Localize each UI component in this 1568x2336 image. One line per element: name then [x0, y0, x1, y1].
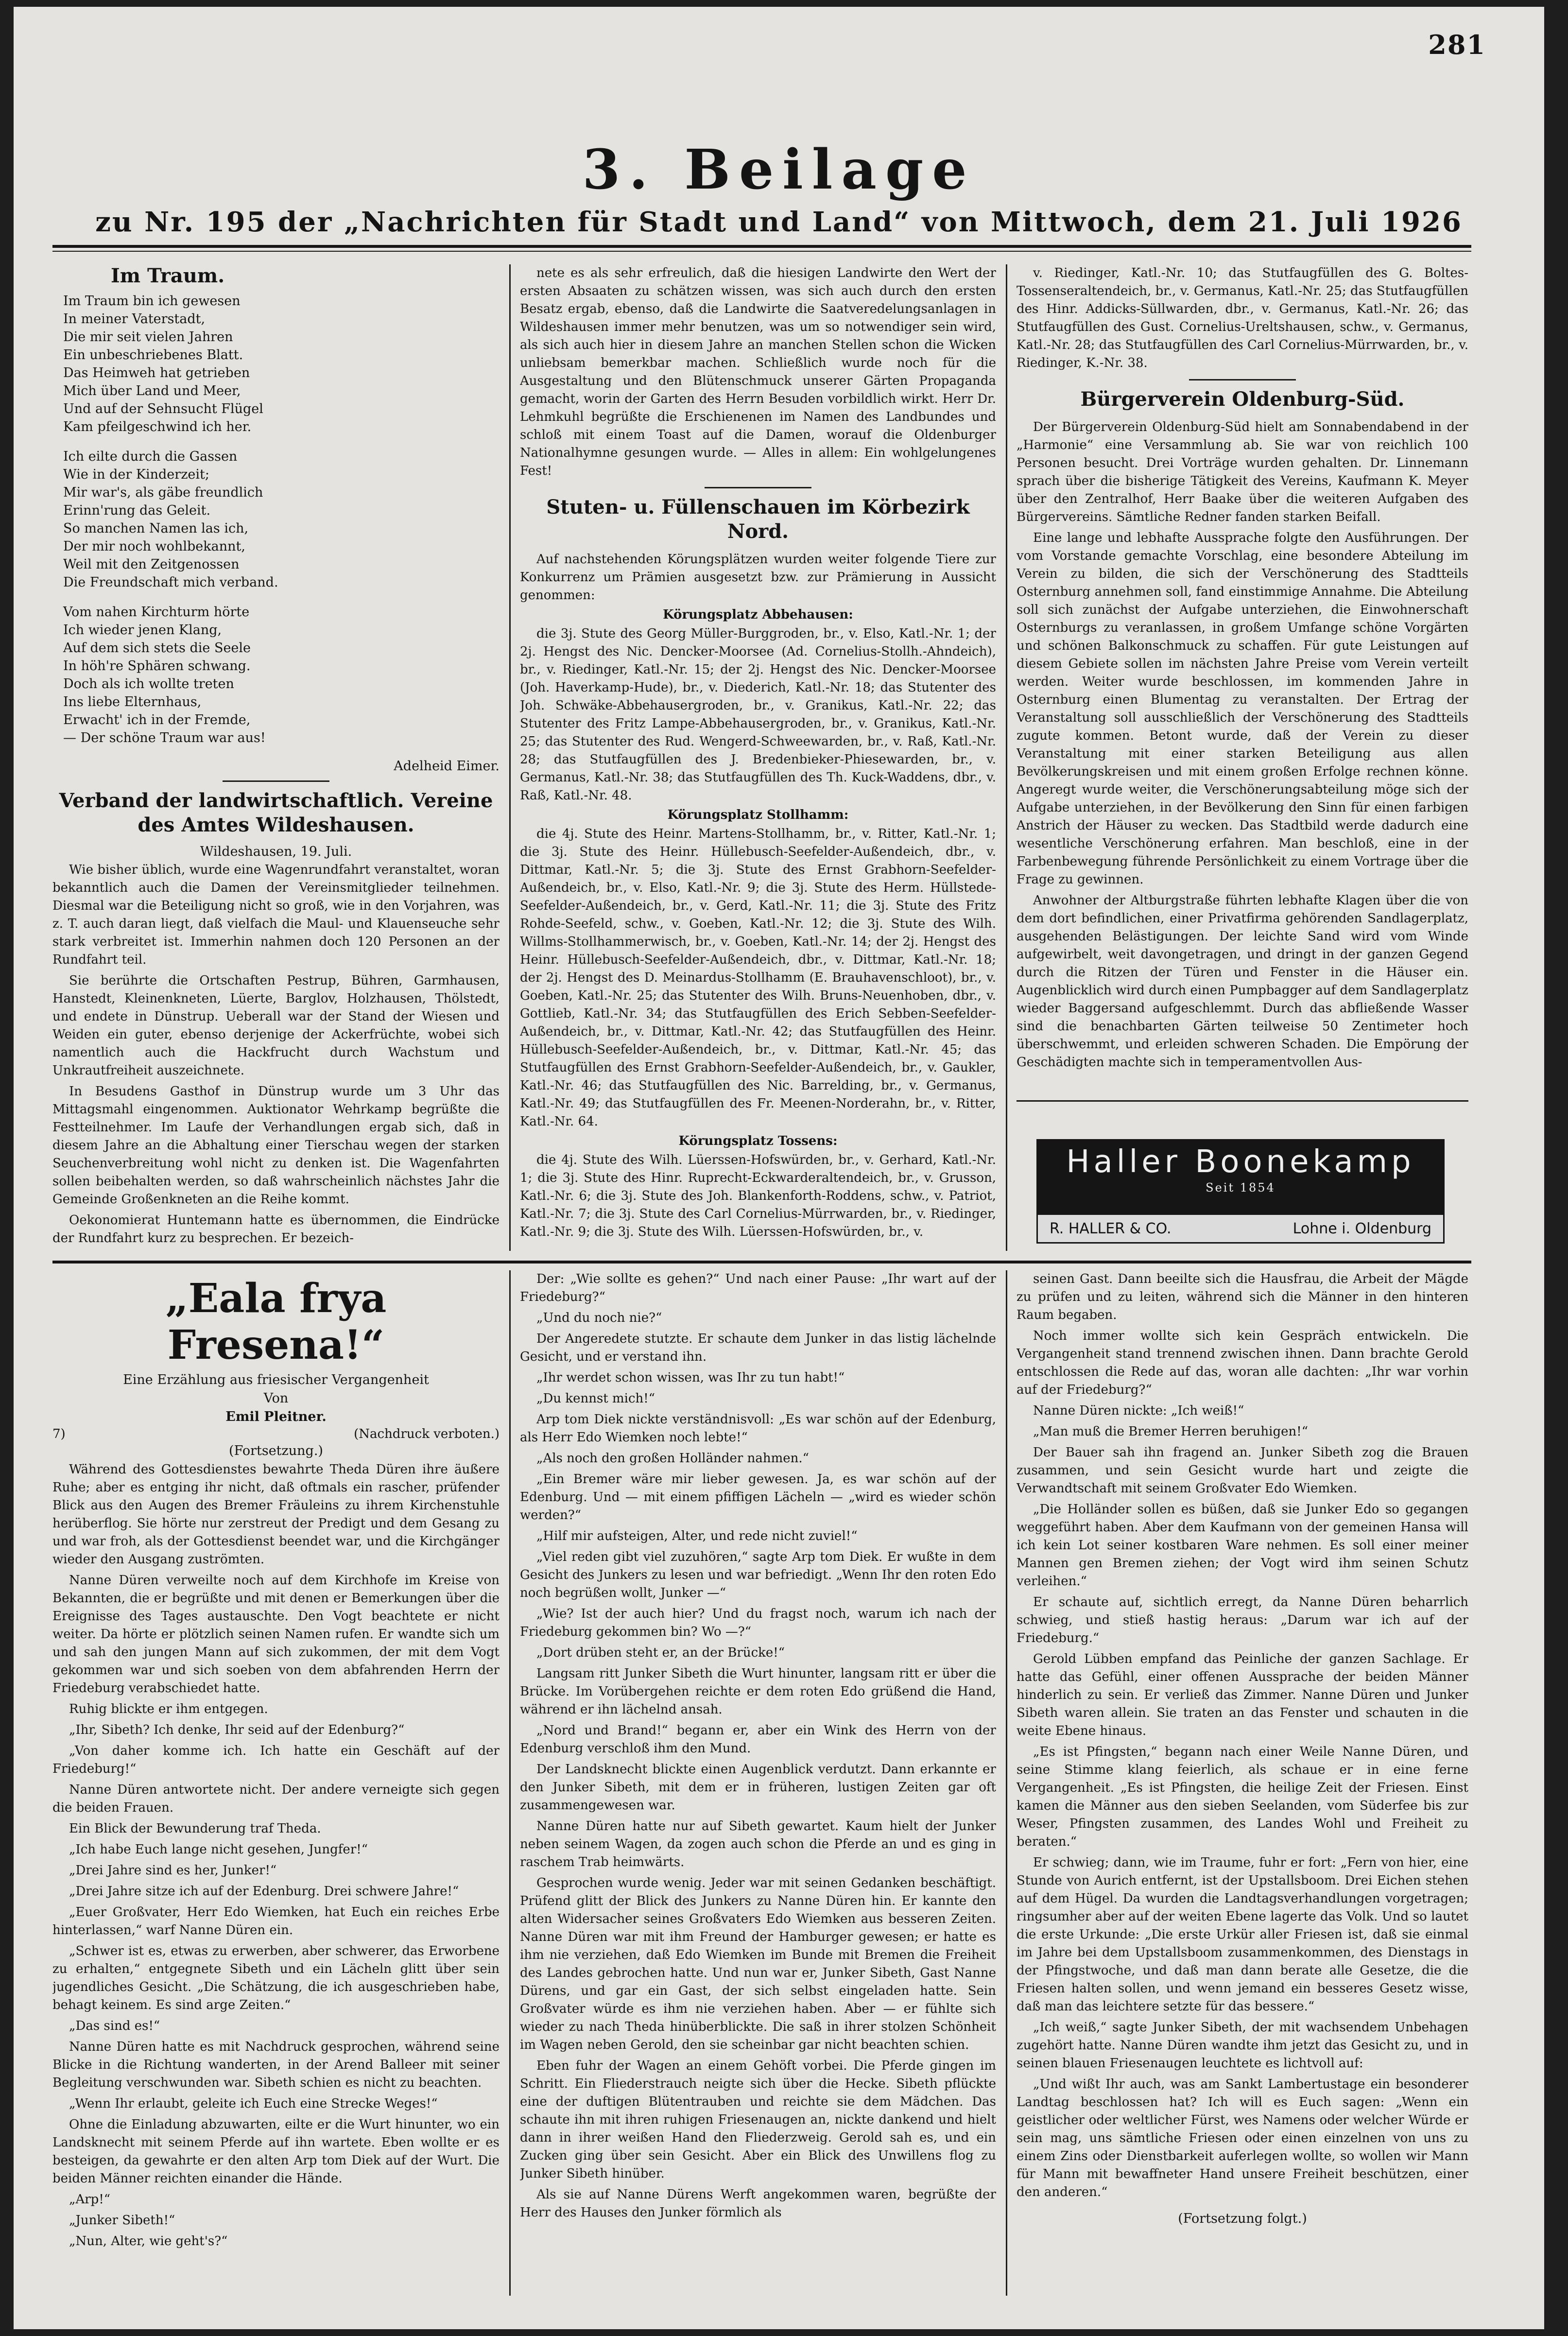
story-paragraph: Nanne Düren hatte nur auf Sibeth gewartet. Kaum hielt der Junker neben seinem Wagen, da zogen auch schon die Pferde an und es ging in raschem Trab heimwärts. — [520, 1819, 996, 1869]
story-paragraph: „Und wißt Ihr auch, was am Sankt Lambertustage ein besonderer Landtag beschlossen hat? Ich will es Euch sagen: „Wenn ein geistlicher oder weltlicher Fürst, wes Namens oder welcher Würde er sein mag, uns sämtliche Friesen oder einen einzelnen von uns zu einem Zins oder Dienstbarkeit auferlegen wollte, so wollen wir Mann für Mann mit bewaffneter Hand unsere Freiheit beschützen, einer den anderen.“ — [1017, 2077, 1468, 2199]
poem-stanza — [63, 603, 500, 747]
buergerverein-paragraph: Anwohner der Altburgstraße führten lebhafte Klagen über die von dem dort befindlichen, einer Privatfirma gehörenden Sandlagerplatz, ausgehenden Belästigungen. Der leichte Sand wird vom Winde aufgewirbelt, weit davongetragen, und dringt in der ganzen Gegend durch die Ritzen der Türen und Fenster in die Häuser ein. Augenblicklich wird durch einen Pumpbagger auf dem Sandlagerplatz wieder Baggersand aufgeschlemmt. Durch das abfließende Wasser sind die benachbarten Gärten teilweise 50 Zentimeter hoch überschwemmt, und erleiden schweren Schaden. Die Empörung der Geschädigten machte sich in temperamentvollen Aus- — [1017, 893, 1468, 1070]
story-paragraph: „Von daher komme ich. Ich hatte ein Geschäft auf der Friedeburg!“ — [52, 1744, 500, 1776]
story-paragraph: Ruhig blickte er ihm entgegen. — [69, 1702, 268, 1716]
column-divider — [509, 1270, 511, 2296]
poem-line: Kam pfeilgeschwind ich her. — [63, 419, 252, 434]
story-paragraph: „Arp!“ — [69, 2192, 111, 2207]
column-divider — [1006, 264, 1007, 1251]
story-paragraph: Langsam ritt Junker Sibeth die Wurt hinunter, langsam ritt er über die Brücke. Im Vorübergehen reichte er dem roten Edo grüßend die Hand, während er ihn lächelnd ansah. — [520, 1666, 996, 1717]
supplement-subtitle: zu Nr. 195 der „Nachrichten für Stadt und Land“ von Mittwoch, dem 21. Juli 1926 — [95, 206, 1463, 238]
advert-since: Seit 1854 — [1206, 1181, 1275, 1194]
story-paragraph: Als sie auf Nanne Dürens Werft angekommen waren, begrüßte der Herr des Hauses den Junker förmlich als — [520, 2187, 996, 2220]
poem-line: Erinn'rung das Geleit. — [63, 503, 211, 518]
poem-line: Vom nahen Kirchturm hörte — [63, 605, 250, 620]
story-paragraph: Nanne Düren antwortete nicht. Der andere verneigte sich gegen die beiden Frauen. — [52, 1782, 500, 1815]
story-paragraph: Ein Blick der Bewunderung traf Theda. — [69, 1821, 321, 1836]
column-2-top — [520, 264, 996, 1251]
poem-line: Im Traum bin ich gewesen — [63, 294, 241, 309]
story-subtitle: Eine Erzählung aus friesischer Vergangenheit — [123, 1372, 429, 1387]
story-by: Von — [263, 1391, 289, 1406]
story-paragraph: „Nord und Brand!“ begann er, aber ein Wink des Herrn von der Edenburg verschloß ihm den Mund. — [520, 1723, 996, 1756]
verband-paragraph: Sie berührte die Ortschaften Pestrup, Bühren, Garmhausen, Hanstedt, Kleinenkneten, Lüerte, Barglov, Holzhausen, Thölstedt, und endete in Dünstrup. Ueberall war der Stand der Wiesen und Weiden ein guter, ebenso derjenige der Ackerfrüchte, wobei sich namentlich auch die Hackfrucht durch Wachstum und Unkrautfreiheit auszeichnete. — [52, 973, 500, 1078]
poem-line: So manchen Namen las ich, — [63, 521, 249, 536]
story-paragraph: „Wie? Ist der auch hier? Und du fragst noch, warum ich nach der Friedeburg gekommen bin? Wo —?“ — [520, 1607, 996, 1639]
stuten-section-heading: Körungsplatz Abbehausen: — [663, 607, 853, 622]
story-continued-note: (Fortsetzung folgt.) — [1178, 2211, 1307, 2226]
story-paragraph: „Und du noch nie?“ — [536, 1311, 662, 1325]
verband-article-title: Verband der landwirtschaftlich. Vereine des Amtes Wildeshausen. — [59, 789, 493, 836]
poem-line: Ich wieder jenen Klang, — [63, 623, 222, 638]
stuten-section-text: die 4j. Stute des Wilh. Lüerssen-Hofswürden, br., v. Gerhard, Katl.-Nr. 1; die 3j. Stute des Hinr. Ruprecht-Eckwarderaltendeich, br., v. Grusson, Katl.-Nr. 6; die 3j. Stute des Joh. Blankenforth-Roddens, schw., v. Patriot, Katl.-Nr. 7; die 3j. Stute des Carl Cornelius-Mürrwarden, br., v. Riedinger, Katl.-Nr. 9; die 3j. Stute des Wilh. Lüerssen-Hofswürden, br., v. — [520, 1153, 996, 1239]
story-paragraph: „Schwer ist es, etwas zu erwerben, aber schwerer, das Erworbene zu erhalten,“ entgegnete Sibeth und ein Lächeln glitt über sein jugendliches Gesicht. „Die Schätzung, die ich ausgeschrieben habe, behagt keinem. Es sind arge Zeiten.“ — [52, 1944, 500, 2012]
story-paragraph: Gesprochen wurde wenig. Jeder war mit seinen Gedanken beschäftigt. Prüfend glitt der Blick des Junkers zu Nanne Düren hin. Er kannte den alten Widersacher seines Großvaters Edo Wiemken aus besseren Zeiten. Nanne Düren war mit ihm Freund der Hamburger gewesen; er hatte es ihm nie verziehen, daß Edo Wiemken im Bunde mit Bremen die Freiheit des Landes gebrochen hatte. Und nun war er, Junker Sibeth, Gast Nanne Dürens, und gar ein Gast, der sich selbst eingeladen hatte. Sein Großvater würde es ihm nie verziehen haben. Aber — er fühlte sich wieder zu nach Theda hinüberblickte. Die saß in ihrer stolzen Schönheit im Wagen neben Gerold, den sie scheinbar gar nicht beachten schien. — [520, 1876, 996, 2052]
haller-boonekamp-advert — [1036, 1139, 1445, 1244]
story-paragraph: Nanne Düren nickte: „Ich weiß!“ — [1033, 1403, 1244, 1418]
story-paragraph: Nanne Düren hatte es mit Nachdruck gesprochen, während seine Blicke in die Richtung wanderten, in der Arend Balleer mit seiner Begleitung verschwunden war. Sibeth schien es nicht zu beachten. — [52, 2040, 500, 2090]
poem-line: Der mir noch wohlbekannt, — [63, 539, 245, 554]
poem-line: In meiner Vaterstadt, — [63, 311, 206, 327]
story-author: Emil Pleitner. — [225, 1409, 327, 1424]
poem-line: In höh're Sphären schwang. — [63, 658, 251, 674]
story-paragraph: Nanne Düren verweilte noch auf dem Kirchhofe im Kreise von Bekannten, die er begrüßte und mit denen er Bemerkungen über die Ereignisse des Tages austauschte. Den Vogt beachtete er nicht weiter. Da hörte er plötzlich seinen Namen rufen. Er wandte sich um und sah den jungen Mann auf sich zukommen, der mit dem Vogt gekommen war und sich soeben von dem abfahrenden Herrn der Friedeburg verabschiedet hatte. — [52, 1573, 500, 1696]
story-paragraph: Der Landsknecht blickte einen Augenblick verdutzt. Dann erkannte er den Junker Sibeth, mit dem er in früheren, lustigen Zeiten gar oft zusammengewesen war. — [520, 1762, 996, 1813]
poem-line: Die mir seit vielen Jahren — [63, 329, 233, 345]
header-rule-thin — [52, 251, 1471, 252]
story-paragraph: „Ihr, Sibeth? Ich denke, Ihr seid auf der Edenburg?“ — [69, 1723, 405, 1737]
poem-line: Ein unbeschriebenes Blatt. — [63, 347, 243, 363]
poem-line: Weil mit den Zeitgenossen — [63, 557, 240, 572]
story-continued: (Fortsetzung.) — [229, 1443, 323, 1458]
story-paragraph: seinen Gast. Dann beeilte sich die Hausfrau, die Arbeit der Mägde zu prüfen und zu leiten, während sich die Männer in den hinteren Raum begaben. — [1017, 1272, 1468, 1322]
poem-line: Auf dem sich stets die Seele — [63, 640, 251, 656]
stuten-section-heading: Körungsplatz Stollhamm: — [667, 808, 849, 822]
story-paragraph: „Ein Bremer wäre mir lieber gewesen. Ja, es war schön auf der Edenburg. Und — mit einem pfiffigen Lächeln — „wird es wieder schön werden?“ — [520, 1472, 996, 1523]
story-notice-row — [52, 1427, 500, 1441]
column-3-top — [1017, 264, 1468, 1086]
section-divider — [705, 487, 811, 488]
advert-firm: R. HALLER & CO. — [1050, 1220, 1172, 1237]
stuten-article-title: Stuten- u. Füllenschauen im Körbezirk Nord. — [546, 496, 970, 543]
page-number: 281 — [1428, 29, 1486, 60]
story-paragraph: Arp tom Diek nickte verständnisvoll: „Es war schön auf der Edenburg, als Herr Edo Wiemken noch lebte!“ — [520, 1412, 996, 1445]
poem-line: Mich über Land und Meer, — [63, 383, 241, 398]
column-1-top — [52, 264, 500, 1251]
story-paragraph: „Als noch den großen Holländer nahmen.“ — [536, 1451, 809, 1466]
verband-paragraph: Wie bisher üblich, wurde eine Wagenrundfahrt veranstaltet, woran bekanntlich auch die Damen der Vereinsmitglieder teilnehmen. Diesmal war die Beteiligung nicht so groß, wie in den Vorjahren, was z. T. auch daran liegt, daß vielfach die Maul- und Klauenseuche sehr stark verbreitet ist. Immerhin nahmen doch 120 Personen an der Rundfahrt teil. — [52, 863, 500, 967]
advert-location: Lohne i. Oldenburg — [1292, 1220, 1431, 1237]
poem-line: Das Heimweh hat getrieben — [63, 365, 250, 381]
story-paragraph: Er schwieg; dann, wie im Traume, fuhr er fort: „Fern von hier, eine Stunde von Aurich entfernt, ist der Upstallsboom. Drei Eichen stehen auf dem Hügel. Da wurden die Landtagsverhandlungen vorgetragen; ringsumher aber auf der weiten Ebene lagerte das Volk. Und so lautet die erste Urkunde: „Die erste Urkür aller Friesen ist, daß sie einmal im Jahre bei dem Upstallsboom zusammenkommen, des Dienstags in der Pfingstwoche, und daß man dann berate alle Gesetze, die die Friesen halten sollen, und wenn jemand ein besseres Gesetz wisse, daß man das leichtere setzte für das bessere.“ — [1017, 1855, 1468, 2014]
supplement-title: 3. Beilage — [582, 138, 976, 202]
buergerverein-paragraph: Der Bürgerverein Oldenburg-Süd hielt am Sonnabendabend in der „Harmonie“ eine Versammlung ab. Sie war von reichlich 100 Personen besucht. Drei Vorträge wurden gehalten. Dr. Linnemann sprach über die bisherige Tätigkeit des Vereins, Kaufmann K. Meyer über den Zentralhof, Herr Baake über die weiteren Aufgaben des Bürgervereins. Sämtliche Redner fanden starken Beifall. — [1017, 420, 1468, 524]
column-divider — [509, 264, 511, 1251]
poem-stanza — [63, 448, 500, 591]
section-divider — [1189, 379, 1296, 381]
story-paragraph: „Die Holländer sollen es büßen, daß sie Junker Edo so gegangen weggeführt haben. Aber dem Kaufmann von der gemeinen Hansa will ich kein Lot seiner kostbaren Ware nehmen. Es soll einer meiner Mannen gen Bremen ziehen; der Vogt wird ihm seinen Schutz verleihen.“ — [1017, 1502, 1468, 1589]
story-paragraph: „Das sind es!“ — [69, 2019, 160, 2033]
story-paragraph: „Hilf mir aufsteigen, Alter, und rede nicht zuviel!“ — [536, 1529, 858, 1543]
advert-firm-bar — [1036, 1213, 1445, 1244]
story-paragraph: Noch immer wollte sich kein Gespräch entwickeln. Die Vergangenheit stand trennend zwischen ihnen. Dann brachte Gerold entschlossen die Rede auf das, woran alle dachten: „Ihr war vorhin auf der Friedeburg?“ — [1017, 1329, 1468, 1397]
story-notice: (Nachdruck verboten.) — [354, 1427, 500, 1441]
advert-top-rule — [1017, 1100, 1468, 1102]
stuten-section-text: die 4j. Stute des Heinr. Martens-Stollhamm, br., v. Ritter, Katl.-Nr. 1; die 3j. Stute des Heinr. Hüllebusch-Seefelder-Außendeich, dbr., v. Dittmar, Katl.-Nr. 5; die 3j. Stute des Ernst Grabhorn-Seefelder-Außendeich, br., v. Elso, Katl.-Nr. 9; die 3j. Stute des Herm. Hüllstede-Seefelder-Außendeich, br., v. Gerd, Katl.-Nr. 11; die 3j. Stute des Fritz Rohde-Seefeld, schw., v. Goeben, Katl.-Nr. 12; die 3j. Stute des Wilh. Willms-Stollhammerwisch, br., v. Goeben, Katl.-Nr. 14; der 2j. Hengst des Heinr. Hüllebusch-Seefelder-Außendeich, dbr., v. Dittmar, Katl.-Nr. 18; der 2j. Hengst des D. Meinardus-Stollhamm (E. Brauhavenschloot), br., v. Goeben, Katl.-Nr. 25; das Stutenter des Wilh. Bruns-Neuenhoben, dbr., v. Gottlieb, Katl.-Nr. 34; das Stutfaugfüllen des Erich Sebben-Seefelder-Außendeich, br., v. Dittmar, Katl.-Nr. 42; das Stutfaugfüllen des Heinr. Hüllebusch-Seefelder-Außendeich, br., v. Dittmar, Katl.-Nr. 45; das Stutfaugfüllen des Ernst Grabhorn-Seefelder-Außendeich, br., v. Gaukler, Katl.-Nr. 46; das Stutfaugfüllen des Nic. Barrelding, br., v. Germanus, Katl.-Nr. 49; das Stutfaugfüllen des Fr. Meenen-Norderahn, br., v. Ritter, Katl.-Nr. 64. — [520, 827, 996, 1129]
stuten-intro: Auf nachstehenden Körungsplätzen wurden weiter folgende Tiere zur Konkurrenz um Prämien ausgesetzt bzw. zur Prämierung in Aussicht genommen: — [520, 552, 996, 603]
poem-line: Erwacht' ich in der Fremde, — [63, 712, 251, 727]
poem-author: Adelheid Eimer. — [394, 759, 500, 774]
stuten-section-text: die 3j. Stute des Georg Müller-Burggroden, br., v. Elso, Katl.-Nr. 1; der 2j. Hengst des Nic. Dencker-Moorsee (Ad. Cornelius-Stollh.-Ahndeich), br., v. Riedinger, Katl.-Nr. 15; der 2j. Hengst des Nic. Dencker-Moorsee (Joh. Haverkamp-Hude), br., v. Diederich, Katl.-Nr. 18; das Stutenter des Joh. Schwäke-Abbehausergroden, br., v. Granikus, Katl.-Nr. 22; das Stutenter des Fritz Lampe-Abbehausergroden, br., v. Granikus, Katl.-Nr. 25; das Stutenter des Rud. Wengerd-Schweewarden, br., v. Raß, Katl.-Nr. 28; das Stutfaugfüllen des J. Bredenbieker-Phiesewarden, br., v. Germanus, Katl.-Nr. 38; das Stutfaugfüllen des Th. Kuck-Waddens, dbr., v. Raß, Katl.-Nr. 48. — [520, 626, 996, 803]
poem-line: — Der schöne Traum war aus! — [63, 730, 266, 745]
poem-line: Und auf der Sehnsucht Flügel — [63, 401, 263, 416]
poem-line: Mir war's, als gäbe freundlich — [63, 485, 263, 500]
story-paragraph: „Euer Großvater, Herr Edo Wiemken, hat Euch ein reiches Erbe hinterlassen,“ warf Nanne Düren ein. — [52, 1905, 500, 1938]
story-top-rule — [52, 1261, 1471, 1263]
buergerverein-title: Bürgerverein Oldenburg-Süd. — [1080, 388, 1405, 411]
story-paragraph: Gerold Lübben empfand das Peinliche der ganzen Sachlage. Er hatte das Gefühl, einer offenen Aussprache der beiden Männer hinderlich zu sein. Er verließ das Zimmer. Nanne Düren und Junker Sibeth waren allein. Sie traten an das Fenster und schauten in die weite Ebene hinaus. — [1017, 1652, 1468, 1738]
story-paragraph: „Ich habe Euch lange nicht gesehen, Jungfer!“ — [69, 1842, 368, 1857]
poem-line: Ins liebe Elternhaus, — [63, 694, 202, 709]
poem-line: Wie in der Kinderzeit; — [63, 467, 209, 482]
verband-paragraph: In Besudens Gasthof in Dünstrup wurde um 3 Uhr das Mittagsmahl eingenommen. Auktionator Wehrkamp begrüßte die Festteilnehmer. Im Laufe der Verhandlungen ergab sich, daß in diesem Jahre an die Abhaltung einer Tierschau wegen der starken Seuchenverbreitung wohl nicht zu denken ist. Die Wagenfahrten sollen beibehalten werden, so daß wahrscheinlich nächstes Jahr die Gemeinde Großenkneten an die Reihe kommt. — [52, 1084, 500, 1207]
stuten-continuation: v. Riedinger, Katl.-Nr. 10; das Stutfaugfüllen des G. Boltes-Tossenseraltendeich, br., v. Germanus, Katl.-Nr. 25; das Stutfaugfüllen des Hinr. Addicks-Süllwarden, dbr., v. Germanus, Katl.-Nr. 26; das Stutfaugfüllen des Gust. Cornelius-Ureltshausen, schw., v. Germanus, Katl.-Nr. 28; das Stutfaugfüllen des Carl Cornelius-Mürrwarden, br., v. Riedinger, K.-Nr. 38. — [1017, 266, 1468, 370]
story-paragraph: Der Angeredete stutzte. Er schaute dem Junker in das listig lächelnde Gesicht, und er verstand ihn. — [520, 1332, 996, 1364]
story-column-2 — [520, 1270, 996, 2296]
story-paragraph: Der: „Wie sollte es gehen?“ Und nach einer Pause: „Ihr wart auf der Friedeburg?“ — [520, 1272, 996, 1304]
poem-body — [63, 292, 500, 747]
advert-brand: Haller Boonekamp — [1066, 1144, 1415, 1180]
poem-line: Doch als ich wollte treten — [63, 676, 234, 692]
poem-line: Ich eilte durch die Gassen — [63, 449, 238, 464]
story-paragraph: Eben fuhr der Wagen an einem Gehöft vorbei. Die Pferde gingen im Schritt. Ein Fliederstrauch neigte sich über die Hecke. Sibeth pflückte eine der duftigen Blütentrauben und reichte sie dem Mädchen. Das schaute ihn mit ihren ruhigen Friesenaugen an, nickte dankend und hielt dann in ihrer weißen Hand den Fliederzweig. Gerold sah es, und ein Zucken ging über sein Gesicht. Aber ein Blick des Unwillens flog zu Junker Sibeth hinüber. — [520, 2059, 996, 2181]
story-paragraph: „Wenn Ihr erlaubt, geleite ich Euch eine Strecke Weges!“ — [69, 2096, 438, 2111]
story-paragraph: „Dort drüben steht er, an der Brücke!“ — [536, 1645, 785, 1660]
verband-dateline: Wildeshausen, 19. Juli. — [200, 844, 352, 859]
story-title: „Eala frya Fresena!“ — [165, 1275, 387, 1368]
buergerverein-paragraph: Eine lange und lebhafte Aussprache folgte den Ausführungen. Der vom Vorstande gemachte Vorschlag, eine besondere Abteilung im Verein zu bilden, die sich der Verschönerung des Stadtteils Osternburg annehmen soll, fand einstimmige Annahme. Die Abteilung soll sich zunächst der Aufgabe unterziehen, die Einwohnerschaft Osternburgs zu veranlassen, in großem Umfange schöne Vorgärten und schönen Balkonschmuck zu schaffen. Für gute Leistungen auf diesem Gebiete sollen im nächsten Jahre Preise vom Verein verteilt werden. Weiter wurde beschlossen, im kommenden Jahre in Osternburg einen Blumentag zu veranstalten. Der Ertrag der Veranstaltung soll ausschließlich der Verschönerung des Stadtteils zugute kommen. Betont wurde, daß der Verein zu dieser Veranstaltung mit einer starken Beteiligung aus allen Bevölkerungskreisen und mit einem großen Erfolge rechnen könne. Angeregt wurde weiter, die Verschönerungsabteilung möge sich der Aufgabe unterziehen, in der Bevölkerung den Sinn für einen farbigen Anstrich der Häuser zu wecken. Das Stadtbild werde dadurch eine wesentliche Verschönerung erfahren. Man beschloß, eine in der Farbenbewegung führende Persönlichkeit zu einem Vortrage über die Frage zu gewinnen. — [1017, 531, 1468, 887]
section-divider — [223, 780, 329, 782]
story-column-1 — [52, 1270, 500, 2296]
column-divider — [1006, 1270, 1007, 2296]
story-paragraph: „Drei Jahre sind es her, Junker!“ — [69, 1863, 277, 1878]
poem-stanza — [63, 292, 500, 436]
story-paragraph: „Ihr werdet schon wissen, was Ihr zu tun habt!“ — [536, 1370, 845, 1385]
story-installment: 7) — [52, 1427, 66, 1441]
story-paragraph: „Man muß die Bremer Herren beruhigen!“ — [1033, 1424, 1308, 1439]
story-paragraph: „Du kennst mich!“ — [536, 1391, 655, 1406]
poem-title: Im Traum. — [111, 264, 225, 287]
story-paragraph: „Viel reden gibt viel zuzuhören,“ sagte Arp tom Diek. Er wußte in dem Gesicht des Junkers zu lesen und war befriedigt. „Wenn Ihr den roten Edo noch begrüßen wollt, Junker —“ — [520, 1550, 996, 1600]
header-rule — [52, 245, 1471, 248]
story-paragraph: „Drei Jahre sitze ich auf der Edenburg. Drei schwere Jahre!“ — [69, 1884, 459, 1899]
story-column-3 — [1017, 1270, 1468, 2296]
verband-continuation: nete es als sehr erfreulich, daß die hiesigen Landwirte den Wert der ersten Absaaten zu schätzen wissen, was sich auch durch den ersten Besatz ergab, ebenso, daß die Landwirte die Saatveredelungsanlagen in Wildeshausen immer mehr benutzen, was um so notwendiger sein wird, als sich auch hier in diesem Jahre an manchen Stellen schon die Wicken unliebsam bemerkbar machen. Schließlich wurde noch für die Ausgestaltung und den Blütenschmuck unserer Gärten Propaganda gemacht, worin der Garten des Herrn Besuden vorbildlich wirkt. Herr Dr. Lehmkuhl begrüßte die Erschienenen im Namen des Landbundes und schloß mit einem Toast auf die Damen, worauf die Oldenburger Nationalhymne gesungen wurde. — Alles in allem: Ein wohlgelungenes Fest! — [520, 266, 996, 478]
verband-paragraph: Oekonomierat Huntemann hatte es übernommen, die Eindrücke der Rundfahrt kurz zu besprechen. Er bezeich- — [52, 1213, 500, 1246]
story-paragraph: Er schaute auf, sichtlich erregt, da Nanne Düren beharrlich schwieg, und stieß hastig heraus: „Darum war ich auf der Friedeburg.“ — [1017, 1595, 1468, 1645]
story-paragraph: „Junker Sibeth!“ — [69, 2213, 175, 2228]
story-paragraph: „Es ist Pfingsten,“ begann nach einer Weile Nanne Düren, und seine Stimme klang feierlich, als schaue er in eine ferne Vergangenheit. „Es ist Pfingsten, die heilige Zeit der Friesen. Einst kamen die Männer aus den sieben Seelanden, vom Süderfee bis zur Weser, Pfingsten zusammen, des Landes Wohl und Freiheit zu beraten.“ — [1017, 1745, 1468, 1849]
poem-line: Die Freundschaft mich verband. — [63, 575, 278, 590]
story-paragraph: Während des Gottesdienstes bewahrte Theda Düren ihre äußere Ruhe; aber es entging ihr nicht, daß oftmals ein rascher, prüfender Blick aus den Augen des Bremer Fräuleins zu ihrem Kirchenstuhle herüberflog. Sie hörte nur zerstreut der Predigt und dem Gesang zu und war froh, als der Gottesdienst beendet war, und die Kirchgänger wieder den Ausgang zuströmten. — [52, 1462, 500, 1567]
story-paragraph: „Ich weiß,“ sagte Junker Sibeth, der mit wachsendem Unbehagen zugehört hatte. Nanne Düren wandte ihm jetzt das Gesicht zu, und in seinen blauen Friesenaugen leuchtete es lichtvoll auf: — [1017, 2020, 1468, 2071]
story-paragraph: Ohne die Einladung abzuwarten, eilte er die Wurt hinunter, wo ein Landsknecht mit seinem Pferde auf ihn wartete. Eben wollte er es besteigen, da gewahrte er den alten Arp tom Diek auf der Wurt. Die beiden Männer reichten einander die Hände. — [52, 2117, 500, 2186]
story-paragraph: „Nun, Alter, wie geht's?“ — [69, 2234, 228, 2249]
story-paragraph: Der Bauer sah ihn fragend an. Junker Sibeth zog die Brauen zusammen, und sein Gesicht wurde hart und zeigte die Verwandtschaft mit seinem Großvater Edo Wiemken. — [1017, 1445, 1468, 1496]
newspaper-page — [14, 7, 1544, 2329]
stuten-section-heading: Körungsplatz Tossens: — [678, 1134, 838, 1148]
